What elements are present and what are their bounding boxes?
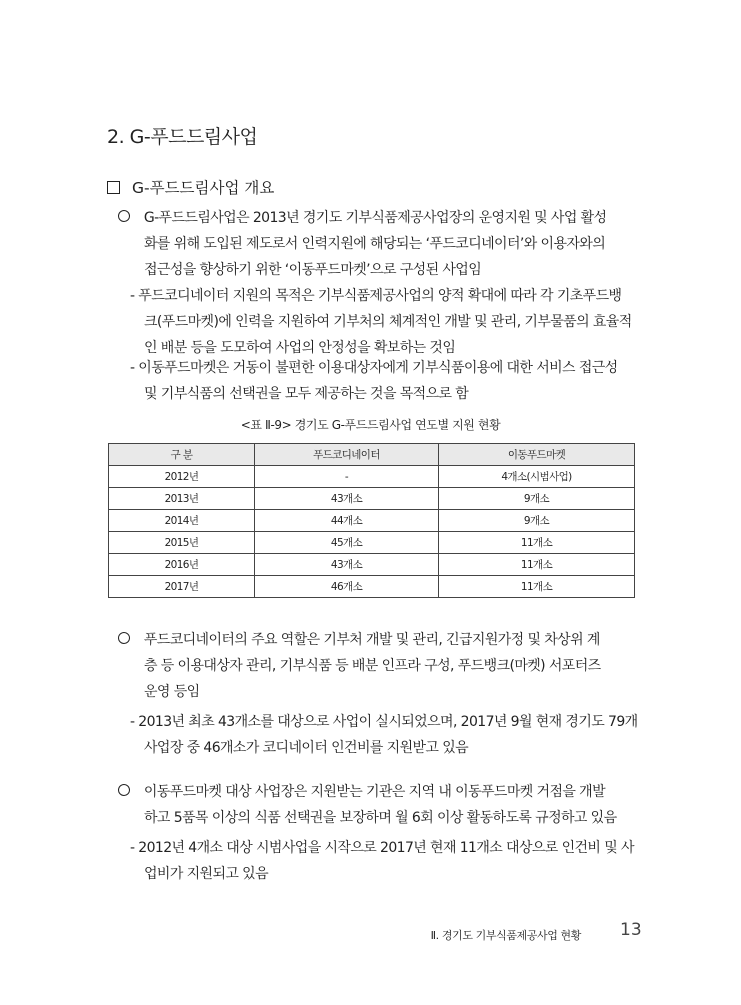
para1-line-2: 화를 위해 도입된 제도로서 인력지원에 해당되는 ‘푸드코디네이터’와 이용자와의 xyxy=(144,236,606,252)
cell-coordinator: 44개소 xyxy=(255,510,439,532)
para2-dash-line-2: 사업장 중 46개소가 코디네이터 인건비를 지원받고 있음 xyxy=(144,740,469,756)
header-mobile-food-market: 이동푸드마켓 xyxy=(439,444,635,466)
circle-bullet-icon xyxy=(118,632,130,644)
cell-year: 2013년 xyxy=(109,488,255,510)
para1-line-1 xyxy=(118,205,606,232)
cell-year: 2017년 xyxy=(109,576,255,598)
footer-chapter-label: Ⅱ. 경기도 기부식품제공사업 현황 xyxy=(430,929,581,942)
header-food-coordinator: 푸드코디네이터 xyxy=(255,444,439,466)
para2-line-2: 층 등 이용대상자 관리, 기부식품 등 배분 인프라 구성, 푸드뱅크(마켓) 서포터즈 xyxy=(144,658,601,674)
para1-line-1-text: G-푸드드림사업은 2013년 경기도 기부식품제공사업장의 운영지원 및 사업 활성 xyxy=(143,210,607,226)
para3-dash-line-2: 업비가 지원되고 있음 xyxy=(144,866,269,882)
square-bullet-icon xyxy=(107,181,120,194)
section-title: 2. G-푸드드림사업 xyxy=(107,126,258,148)
cell-coordinator: 45개소 xyxy=(255,532,439,554)
para3-dash-line-1: - 2012년 4개소 대상 시범사업을 시작으로 2017년 현재 11개소 대상으로 인건비 및 사 xyxy=(130,840,634,856)
cell-coordinator: - xyxy=(255,466,439,488)
cell-year: 2015년 xyxy=(109,532,255,554)
cell-market: 11개소 xyxy=(439,576,635,598)
cell-year: 2014년 xyxy=(109,510,255,532)
table-row xyxy=(109,488,635,510)
para2-line-1 xyxy=(118,627,600,654)
para2-line-3: 운영 등임 xyxy=(144,684,200,700)
para2-line-1-text: 푸드코디네이터의 주요 역할은 기부처 개발 및 관리, 긴급지원가정 및 차상위 계 xyxy=(143,632,600,648)
table-row xyxy=(109,532,635,554)
cell-year: 2012년 xyxy=(109,466,255,488)
para1-dash1-line-1: - 푸드코디네이터 지원의 목적은 기부식품제공사업의 양적 확대에 따라 각 기초푸드뱅 xyxy=(130,288,622,304)
cell-market: 11개소 xyxy=(439,532,635,554)
para3-line-2: 하고 5품목 이상의 식품 선택권을 보장하며 월 6회 이상 활동하도록 규정하고 있음 xyxy=(144,810,617,826)
para3-line-1-text: 이동푸드마켓 대상 사업장은 지원받는 기관은 지역 내 이동푸드마켓 거점을 개발 xyxy=(143,784,606,800)
circle-bullet-icon xyxy=(118,210,130,222)
table-row xyxy=(109,554,635,576)
para1-dash2-line-1: - 이동푸드마켓은 거동이 불편한 이용대상자에게 기부식품이용에 대한 서비스 접근성 xyxy=(130,360,618,376)
cell-coordinator: 43개소 xyxy=(255,488,439,510)
table-caption: <표 Ⅱ-9> 경기도 G-푸드드림사업 연도별 지원 현황 xyxy=(240,418,501,432)
cell-market: 9개소 xyxy=(439,510,635,532)
circle-bullet-icon xyxy=(118,784,130,796)
para2-dash-line-1: - 2013년 최초 43개소를 대상으로 사업이 실시되었으며, 2017년 9월 현재 경기도 79개 xyxy=(130,714,638,730)
subsection-title-text: G-푸드드림사업 개요 xyxy=(132,179,275,197)
para1-dash1-line-3: 인 배분 등을 도모하여 사업의 안정성을 확보하는 것임 xyxy=(144,340,456,356)
header-category: 구 분 xyxy=(109,444,255,466)
para1-line-3: 접근성을 향상하기 위한 ‘이동푸드마켓’으로 구성된 사업임 xyxy=(144,262,482,278)
cell-market: 9개소 xyxy=(439,488,635,510)
subsection-title xyxy=(107,176,274,198)
table-row xyxy=(109,466,635,488)
para1-dash2-line-2: 및 기부식품의 선택권을 모두 제공하는 것을 목적으로 함 xyxy=(144,386,469,402)
page-number: 13 xyxy=(620,920,642,940)
cell-coordinator: 43개소 xyxy=(255,554,439,576)
cell-market: 4개소(시범사업) xyxy=(439,466,635,488)
para1-dash1-line-2: 크(푸드마켓)에 인력을 지원하여 기부처의 체계적인 개발 및 관리, 기부물품의 효율적 xyxy=(144,314,632,330)
cell-year: 2016년 xyxy=(109,554,255,576)
support-status-table xyxy=(108,443,635,598)
table-row xyxy=(109,510,635,532)
table-header-row xyxy=(109,444,635,466)
table-row xyxy=(109,576,635,598)
cell-market: 11개소 xyxy=(439,554,635,576)
cell-coordinator: 46개소 xyxy=(255,576,439,598)
para3-line-1 xyxy=(118,779,605,806)
